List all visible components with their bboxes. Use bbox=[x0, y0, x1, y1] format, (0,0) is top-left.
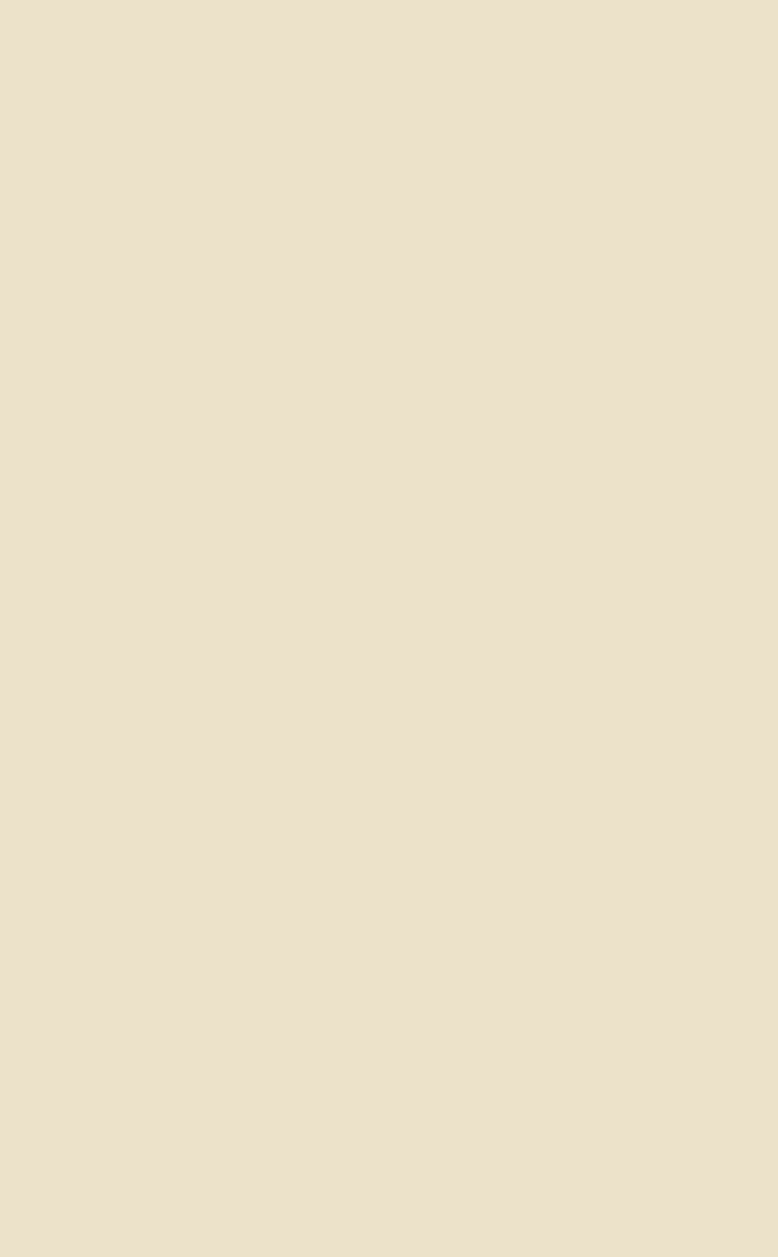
statistics-table bbox=[2, 58, 778, 1248]
